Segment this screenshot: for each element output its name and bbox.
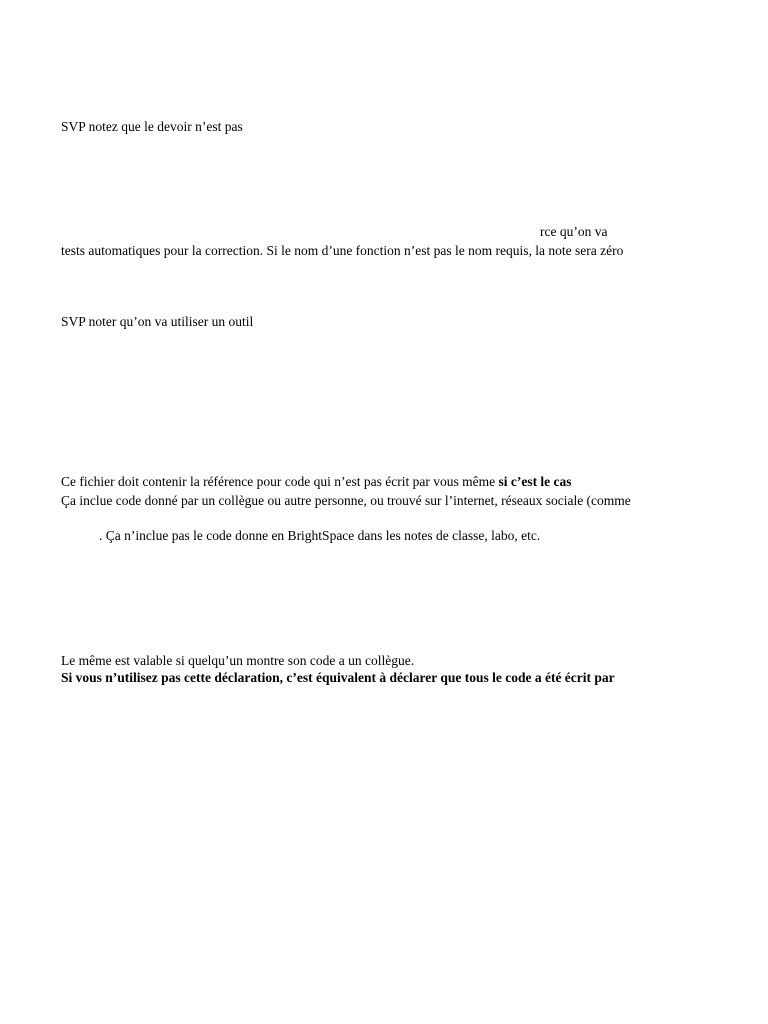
emphasized-text: si c’est le cas [498, 474, 572, 489]
paragraph-line: SVP notez que le devoir n’est pas [61, 119, 243, 134]
paragraph-line: Ça inclue code donné par un collègue ou autre personne, ou trouvé sur l’internet, réseaux sociale (comme [61, 493, 631, 508]
paragraph-line: Le même est valable si quelqu’un montre son code a un collègue. [61, 653, 415, 668]
paragraph-line: rce qu’on va [540, 224, 608, 239]
paragraph-line [61, 474, 572, 490]
paragraph-line: tests automatiques pour la correction. Si le nom d’une fonction n’est pas le nom requis, la note sera zéro [61, 243, 624, 258]
emphasized-line: Si vous n’utilisez pas cette déclaration, c’est équivalent à déclarer que tous le code a été écrit par [61, 670, 615, 685]
paragraph-line: . Ça n’inclue pas le code donne en BrightSpace dans les notes de classe, labo, etc. [99, 528, 541, 543]
paragraph-text: Ce fichier doit contenir la référence pour code qui n’est pas écrit par vous même [61, 474, 499, 489]
paragraph-line: SVP noter qu’on va utiliser un outil [61, 314, 254, 329]
